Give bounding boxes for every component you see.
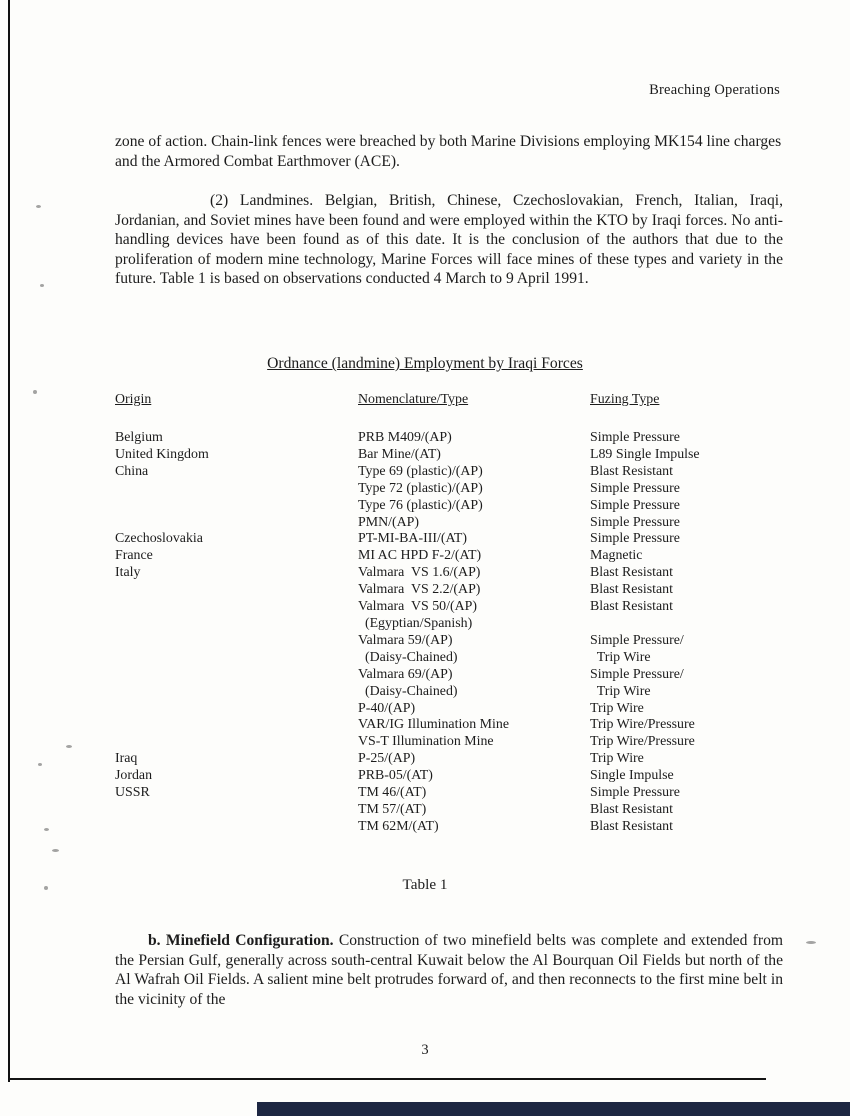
cell-fuzing: Simple Pressure/: [590, 666, 684, 682]
cell-nomenclature: (Daisy-Chained): [358, 649, 458, 665]
scan-speck: [36, 205, 41, 208]
cell-origin: [115, 701, 358, 718]
cell-origin: Jordan: [115, 768, 153, 784]
cell-nomenclature: TM 57/(AT): [358, 801, 427, 817]
scan-bottom-rule: [9, 1078, 766, 1080]
paragraph-minefield-configuration: [115, 931, 783, 1009]
cell-origin: [115, 667, 358, 684]
cell-fuzing: Trip Wire/Pressure: [590, 717, 695, 733]
cell-origin: [115, 498, 358, 515]
cell-nomenclature: Type 69 (plastic)/(AP): [358, 463, 483, 479]
cell-fuzing: Blast Resistant: [590, 599, 673, 615]
cell-nomenclature: TM 46/(AT): [358, 785, 427, 801]
cell-origin: [115, 819, 358, 836]
page-number: 3: [421, 1042, 429, 1058]
cell-nomenclature: Valmara 59/(AP): [358, 632, 453, 648]
table-row: [115, 768, 785, 785]
cell-origin: [115, 481, 358, 498]
cell-nomenclature: Valmara 69/(AP): [358, 666, 453, 682]
cell-fuzing: Trip Wire: [590, 683, 651, 699]
cell-origin: [115, 599, 358, 616]
cell-nomenclature: P-40/(AP): [358, 700, 416, 716]
table-row: [115, 464, 785, 481]
cell-nomenclature: MI AC HPD F-2/(AT): [358, 548, 482, 564]
cell-nomenclature: PRB M409/(AP): [358, 430, 452, 445]
column-header-nomenclature: Nomenclature/Type: [358, 392, 469, 407]
scan-speck: [806, 941, 816, 944]
scan-speck: [40, 284, 44, 287]
cell-origin: Czechoslovakia: [115, 531, 203, 547]
table-row: [115, 565, 785, 582]
cell-fuzing: Trip Wire: [590, 751, 644, 767]
scan-speck: [38, 763, 42, 766]
cell-nomenclature: Valmara VS 1.6/(AP): [358, 565, 481, 581]
scan-edge-line: [8, 0, 10, 1082]
table-row: [115, 498, 785, 515]
table-row: [115, 734, 785, 751]
cell-origin: Belgium: [115, 430, 163, 445]
cell-nomenclature: Type 76 (plastic)/(AP): [358, 497, 483, 513]
cell-origin: United Kingdom: [115, 446, 209, 462]
cell-origin: [115, 717, 358, 734]
cell-origin: [115, 616, 358, 633]
table-row: [115, 531, 785, 548]
table-caption: Table 1: [402, 876, 448, 893]
cell-nomenclature: TM 62M/(AT): [358, 818, 439, 834]
running-header: Breaching Operations: [649, 82, 780, 98]
cell-fuzing: Magnetic: [590, 548, 643, 564]
cell-origin: [115, 684, 358, 701]
cell-nomenclature: PMN/(AP): [358, 514, 419, 530]
cell-fuzing: [590, 616, 785, 633]
cell-fuzing: Trip Wire: [590, 700, 644, 716]
table-row: [115, 633, 785, 650]
scan-speck: [33, 390, 37, 394]
cell-origin: China: [115, 463, 149, 479]
paragraph-landmines: [115, 191, 783, 289]
cell-origin: USSR: [115, 785, 150, 801]
cell-nomenclature: VS-T Illumination Mine: [358, 734, 494, 750]
table-row: [115, 582, 785, 599]
cell-origin: [115, 515, 358, 532]
cell-origin: [115, 734, 358, 751]
cell-nomenclature: PRB-05/(AT): [358, 768, 433, 784]
scan-speck: [44, 828, 49, 831]
ordnance-table: [115, 392, 785, 836]
table-row: [115, 751, 785, 768]
table-row: [115, 684, 785, 701]
paragraph-landmines-body: Belgian, British, Chinese, Czechoslovakian, French, Italian, Iraqi, Jordanian, and Soviet mines have been found and were employed within the KTO by Iraqi forces. No anti-handling devices have been found as of this date. It is the conclusion of the authors that due to the proliferation of modern mine technology, Marine Forces will face mines of these types and variety in the future. Table 1 is based on observations conducted 4 March to 9 April 1991.: [115, 192, 783, 288]
table-row: [115, 599, 785, 616]
cell-fuzing: Trip Wire/Pressure: [590, 734, 695, 750]
cell-origin: [115, 633, 358, 650]
cell-nomenclature: Valmara VS 50/(AP): [358, 599, 477, 615]
cell-origin: [115, 650, 358, 667]
table-row: [115, 447, 785, 464]
cell-fuzing: Simple Pressure: [590, 514, 680, 530]
table-header-row: [115, 392, 785, 408]
cell-nomenclature: VAR/IG Illumination Mine: [358, 717, 509, 733]
cell-nomenclature: Type 72 (plastic)/(AP): [358, 480, 483, 496]
cell-origin: Italy: [115, 565, 141, 581]
table-row: [115, 481, 785, 498]
column-header-fuzing: Fuzing Type: [590, 392, 660, 407]
paragraph-landmines-lead: (2) Landmines.: [210, 192, 314, 209]
table-body: [115, 430, 785, 836]
cell-fuzing: Trip Wire: [590, 649, 651, 665]
cell-fuzing: Blast Resistant: [590, 582, 673, 598]
table-row: [115, 616, 785, 633]
table-row: [115, 430, 785, 447]
scan-bottom-strip: [257, 1102, 850, 1116]
table-row: [115, 802, 785, 819]
cell-nomenclature: (Daisy-Chained): [358, 683, 458, 699]
cell-fuzing: Blast Resistant: [590, 565, 673, 581]
cell-nomenclature: P-25/(AP): [358, 751, 416, 767]
cell-fuzing: Blast Resistant: [590, 463, 673, 479]
cell-fuzing: Simple Pressure: [590, 430, 680, 445]
cell-fuzing: Blast Resistant: [590, 801, 673, 817]
cell-fuzing: Simple Pressure/: [590, 632, 684, 648]
cell-nomenclature: (Egyptian/Spanish): [358, 615, 473, 631]
cell-fuzing: Simple Pressure: [590, 785, 680, 801]
paragraph-minefield-lead: b. Minefield Configuration.: [148, 932, 334, 949]
cell-fuzing: Single Impulse: [590, 768, 674, 784]
cell-origin: [115, 802, 358, 819]
table-row: [115, 819, 785, 836]
cell-nomenclature: Valmara VS 2.2/(AP): [358, 582, 481, 598]
table-row: [115, 701, 785, 718]
cell-fuzing: L89 Single Impulse: [590, 446, 700, 462]
cell-fuzing: Blast Resistant: [590, 818, 673, 834]
cell-fuzing: Simple Pressure: [590, 531, 680, 547]
table-title: Ordnance (landmine) Employment by Iraqi Forces: [267, 355, 583, 372]
table-row: [115, 515, 785, 532]
cell-fuzing: Simple Pressure: [590, 497, 680, 513]
table-row: [115, 650, 785, 667]
table-row: [115, 667, 785, 684]
cell-fuzing: Simple Pressure: [590, 480, 680, 496]
scan-speck: [66, 745, 72, 748]
cell-origin: [115, 582, 358, 599]
table-row: [115, 785, 785, 802]
cell-nomenclature: Bar Mine/(AT): [358, 446, 441, 462]
table-row: [115, 717, 785, 734]
cell-origin: France: [115, 548, 153, 564]
table-row: [115, 548, 785, 565]
cell-nomenclature: PT-MI-BA-III/(AT): [358, 531, 468, 547]
paragraph-minefield-body: Construction of two minefield belts was complete and extended from the Persian Gulf, generally across south-central Kuwait below the Al Bourquan Oil Fields but north of the Al Wafrah Oil Fields. A salient mine belt protrudes forward of, and then reconnects to the first mine belt in the vicinity of the: [115, 932, 783, 1008]
column-header-origin: Origin: [115, 392, 152, 407]
paragraph-zone-of-action: zone of action. Chain-link fences were breached by both Marine Divisions employing MK154 line charges and the Armored Combat Earthmover (ACE).: [115, 133, 782, 170]
cell-origin: Iraq: [115, 751, 138, 767]
scan-speck: [52, 849, 59, 852]
